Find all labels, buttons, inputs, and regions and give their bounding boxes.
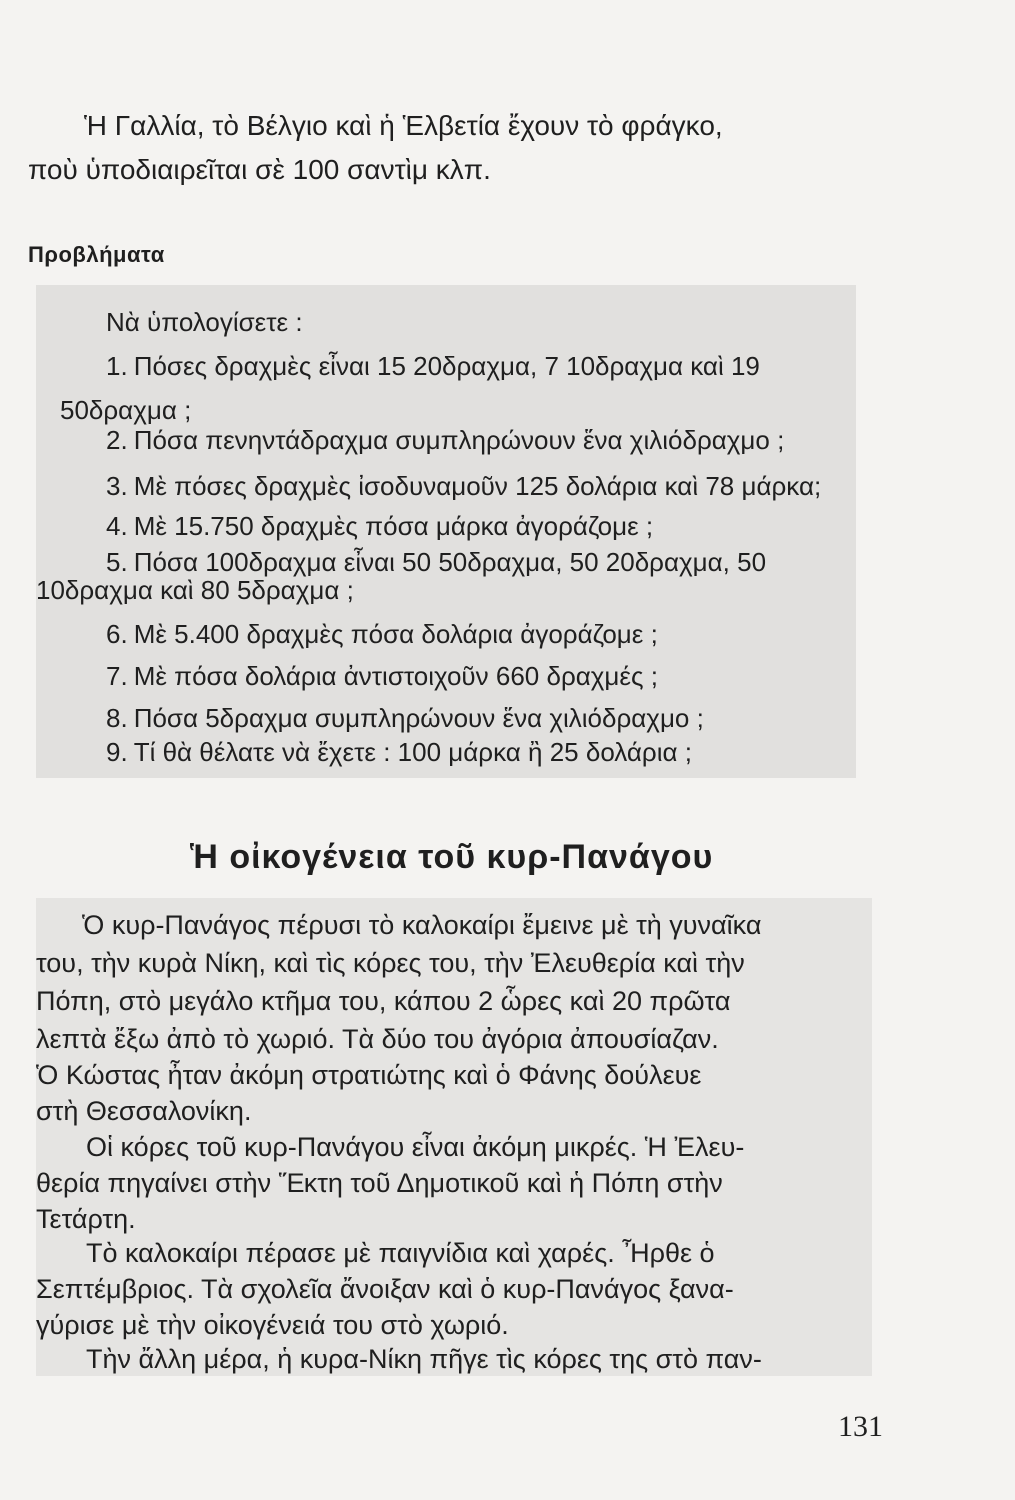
problem-text: Μὲ 5.400 δραχμὲς πόσα δολάρια ἀγοράζομε ; xyxy=(133,619,658,649)
problem-text: Μὲ πόσα δολάρια ἀντιστοιχοῦν 660 δραχμές ; xyxy=(133,661,658,691)
story-line: του, τὴν κυρὰ Νίκη, καὶ τὶς κόρες του, τὴν Ἐλευθερία καὶ τὴν xyxy=(36,948,745,978)
problem-text: Τί θὰ θέλατε νὰ ἔχετε : 100 μάρκα ἢ 25 δολάρια ; xyxy=(133,737,692,767)
intro-paragraph xyxy=(28,104,868,192)
problem-text: Πόσα πενηντάδραχμα συμπληρώνουν ἕνα χιλιόδραχμο ; xyxy=(133,425,785,455)
problem-item xyxy=(106,703,704,734)
problem-item xyxy=(106,661,658,692)
problem-item xyxy=(106,471,821,502)
problem-text: Πόσα 5δραχμα συμπληρώνουν ἕνα χιλιόδραχμο ; xyxy=(133,703,704,733)
story-line: λεπτὰ ἔξω ἀπὸ τὸ χωριό. Τὰ δύο του ἀγόρια ἀπουσίαζαν. xyxy=(36,1024,719,1054)
problem-item xyxy=(106,737,692,768)
problem-text: Μὲ πόσες δραχμὲς ἰσοδυναμοῦν 125 δολάρια καὶ 78 μάρκα; xyxy=(133,471,822,501)
problem-number: 5. xyxy=(106,547,128,577)
problems-intro: Νὰ ὑπολογίσετε : xyxy=(106,307,303,337)
problem-item xyxy=(106,511,653,542)
story-box xyxy=(36,898,872,1376)
story-title: Ἡ οἰκογένεια τοῦ κυρ-Πανάγου xyxy=(190,838,714,876)
intro-line: ποὺ ὑποδιαιρεῖται σὲ 100 σαντὶμ κλπ. xyxy=(28,154,491,185)
problem-continuation: 50δραχμα ; xyxy=(60,395,192,425)
problem-number: 9. xyxy=(106,737,128,767)
story-line: Τετάρτη. xyxy=(36,1204,136,1234)
intro-line: Ἡ Γαλλία, τὸ Βέλγιο καὶ ἡ Ἑλβετία ἔχουν τὸ φράγκο, xyxy=(84,110,723,141)
problem-number: 1. xyxy=(106,351,128,381)
problem-continuation: 10δραχμα καὶ 80 5δραχμα ; xyxy=(36,575,354,605)
story-line: Τὸ καλοκαίρι πέρασε μὲ παιγνίδια καὶ χαρές. Ἦρθε ὁ xyxy=(86,1238,715,1268)
problem-number: 6. xyxy=(106,619,128,649)
problems-heading: Προβλήματα xyxy=(28,242,165,267)
page-number: 131 xyxy=(838,1410,883,1443)
story-line: Ὁ Κώστας ἦταν ἀκόμη στρατιώτης καὶ ὁ Φάνης δούλευε xyxy=(36,1060,702,1090)
problem-item xyxy=(106,547,766,578)
problem-text: Μὲ 15.750 δραχμὲς πόσα μάρκα ἀγοράζομε ; xyxy=(133,511,654,541)
problem-number: 3. xyxy=(106,471,128,501)
problem-item xyxy=(106,619,658,650)
problem-text: Πόσες δραχμὲς εἶναι 15 20δραχμα, 7 10δραχμα καὶ 19 xyxy=(133,351,760,381)
story-line: θερία πηγαίνει στὴν Ἕκτη τοῦ Δημοτικοῦ καὶ ἡ Πόπη στὴν xyxy=(36,1168,723,1198)
problem-number: 4. xyxy=(106,511,128,541)
story-line: γύρισε μὲ τὴν οἰκογένειά του στὸ χωριό. xyxy=(36,1310,509,1340)
story-line: Τὴν ἄλλη μέρα, ἡ κυρα-Νίκη πῆγε τὶς κόρες της στὸ παν- xyxy=(86,1344,762,1374)
story-line: Οἱ κόρες τοῦ κυρ-Πανάγου εἶναι ἀκόμη μικρές. Ἡ Ἐλευ- xyxy=(86,1132,745,1162)
problem-item xyxy=(106,351,760,382)
problem-number: 7. xyxy=(106,661,128,691)
problem-number: 8. xyxy=(106,703,128,733)
story-line: Σεπτέμβριος. Τὰ σχολεῖα ἄνοιξαν καὶ ὁ κυρ-Πανάγος ξανα- xyxy=(36,1274,734,1304)
problems-box xyxy=(36,285,856,778)
problem-text: Πόσα 100δραχμα εἶναι 50 50δραχμα, 50 20δραχμα, 50 xyxy=(133,547,767,577)
story-line: Πόπη, στὸ μεγάλο κτῆμα του, κάπου 2 ὧρες καὶ 20 πρῶτα xyxy=(36,986,731,1016)
story-line: Ὁ κυρ-Πανάγος πέρυσι τὸ καλοκαίρι ἔμεινε μὲ τὴ γυναῖκα xyxy=(82,910,762,940)
problem-item xyxy=(106,425,784,456)
story-line: στὴ Θεσσαλονίκη. xyxy=(36,1096,252,1126)
problem-number: 2. xyxy=(106,425,128,455)
